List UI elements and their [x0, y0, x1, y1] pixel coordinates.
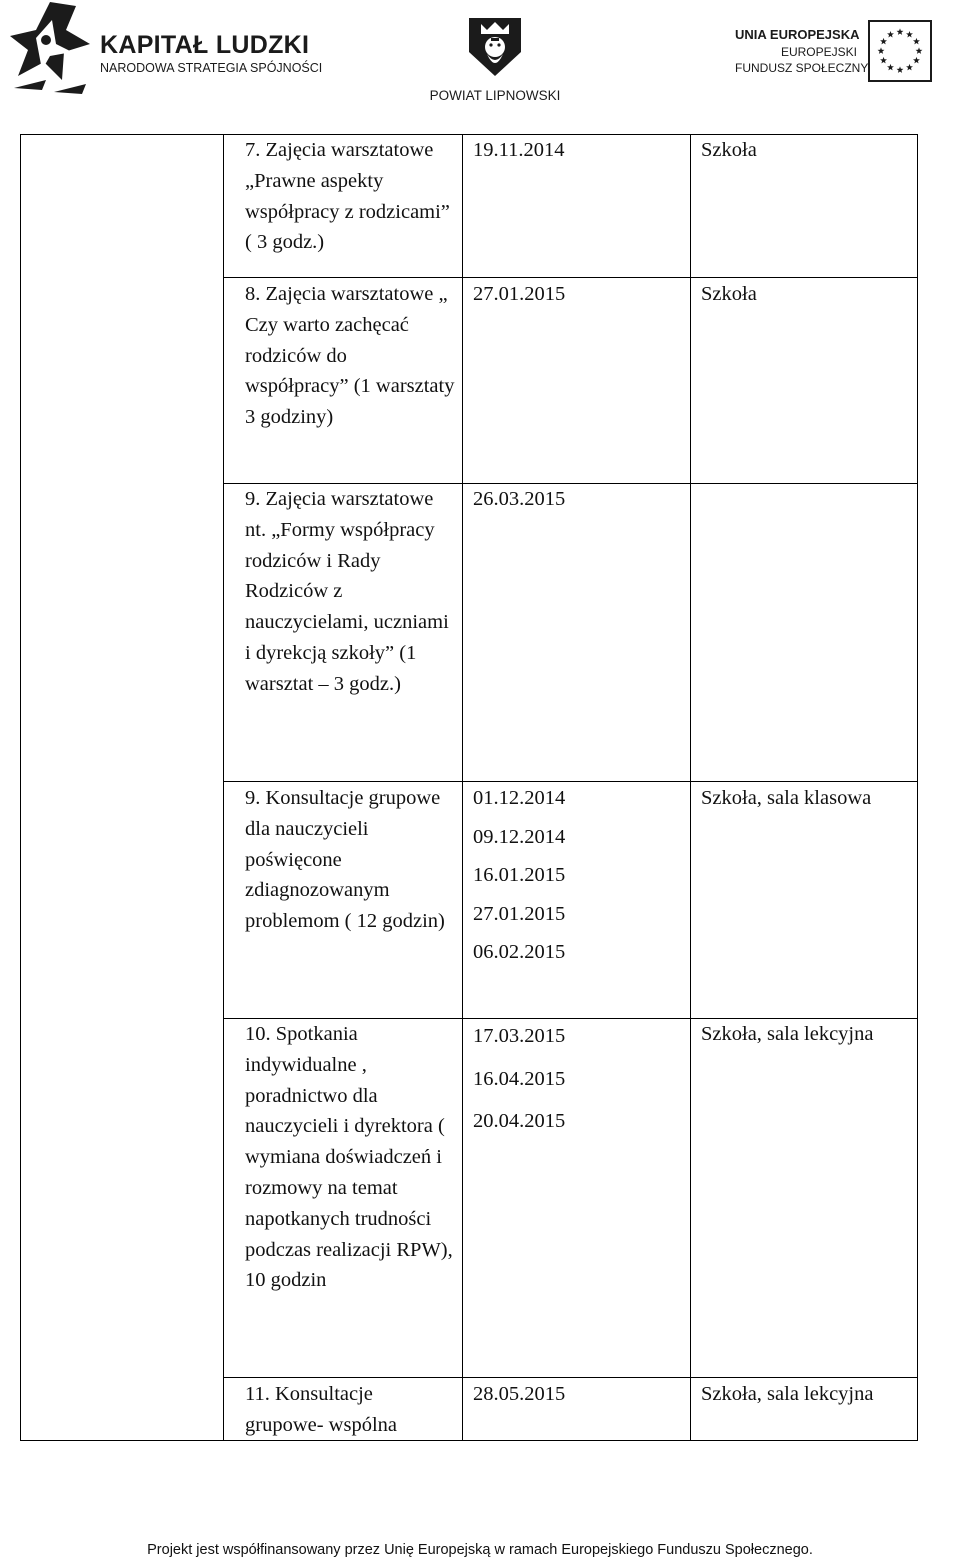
table-column-divider [462, 135, 463, 1440]
table-row-dates [473, 779, 683, 972]
table-row-date: 19.11.2014 [473, 139, 565, 161]
table-row-place: Szkoła, sala klasowa [701, 787, 872, 809]
eu-line-1: UNIA EUROPEJSKA [735, 27, 860, 42]
eu-line-3: FUNDUSZ SPOŁECZNY [735, 61, 869, 75]
table-row-activity: 9. Konsultacje grupowe dla nauczycieli poświęcone zdiagnozowanym problemom ( 12 godzin) [245, 787, 445, 933]
table-row-date: 27.01.2015 [473, 283, 566, 305]
table-row-date: 26.03.2015 [473, 488, 566, 510]
kapital-ludzki-title: KAPITAŁ LUDZKI [100, 31, 310, 59]
table-row-activity: 11. Konsultacje grupowe- wspólna [245, 1383, 398, 1436]
footer-note: Projekt jest współfinansowany przez Unię Europejską w ramach Europejskiego Funduszu Społecznego. [147, 1542, 813, 1558]
table-row-date: 01.12.2014 [473, 787, 566, 809]
eu-logo [735, 20, 960, 90]
table-row-date: 16.01.2015 [473, 864, 566, 886]
table-row-date: 06.02.2015 [473, 941, 566, 963]
eu-flag-icon [868, 20, 932, 82]
coat-of-arms-icon [465, 14, 525, 78]
table-row-place: Szkoła, sala lekcyjna [701, 1383, 874, 1405]
table-row-activity: 9. Zajęcia warsztatowe nt. „Formy współpracy rodziców i Rady Rodziców z nauczycielami, uczniami i dyrekcją szkoły” (1 warsztat – 3 godz.) [245, 488, 449, 695]
powiat-name: POWIAT LIPNOWSKI [429, 88, 561, 103]
powiat-logo [410, 14, 580, 109]
table-column-divider [223, 135, 224, 1440]
eu-line-2: EUROPEJSKI [780, 45, 857, 59]
table-row-place: Szkoła, sala lekcyjna [701, 1023, 874, 1045]
schedule-table [20, 134, 918, 1441]
kapital-ludzki-star-icon [6, 0, 96, 100]
table-row-activity: 8. Zajęcia warsztatowe „ Czy warto zachęcać rodziców do współpracy” (1 warsztaty 3 godziny) [245, 283, 455, 429]
table-row-date: 28.05.2015 [473, 1383, 566, 1405]
table-row-date: 17.03.2015 [473, 1025, 566, 1047]
table-row-activity: 10. Spotkania indywidualne , poradnictwo dla nauczycieli i dyrektora ( wymiana doświadczeń i rozmowy na temat napotkanych trudności podczas realizacji RPW), 10 godzin [245, 1023, 453, 1292]
table-row-place: Szkoła [701, 139, 757, 161]
table-column-divider [690, 135, 691, 1440]
table-row-date: 20.04.2015 [473, 1110, 566, 1132]
table-row-date: 16.04.2015 [473, 1067, 566, 1090]
kapital-ludzki-subtitle: NARODOWA STRATEGIA SPÓJNOŚCI [100, 61, 323, 75]
table-row-place: Szkoła [701, 283, 757, 305]
table-row-dates [473, 1015, 683, 1143]
kapital-ludzki-logo [6, 0, 323, 100]
table-row-date: 09.12.2014 [473, 825, 566, 848]
table-row-date: 27.01.2015 [473, 902, 566, 925]
table-row-activity: 7. Zajęcia warsztatowe „Prawne aspekty współpracy z rodzicami” ( 3 godz.) [245, 139, 450, 254]
